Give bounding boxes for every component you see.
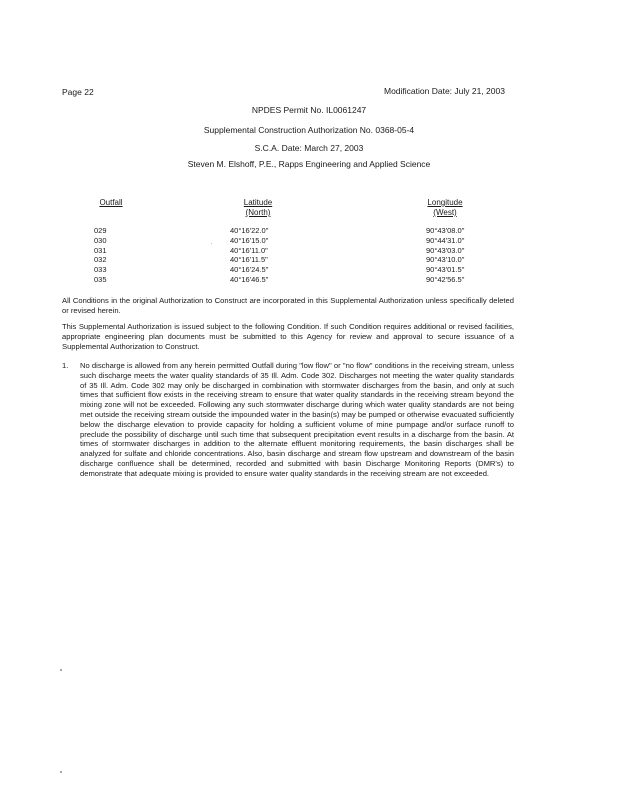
table-row [94, 275, 514, 285]
permit-number: NPDES Permit No. IL0061247 [251, 105, 367, 115]
column-header-latitude: Latitude (North) [243, 198, 273, 217]
column-header-outfall: Outfall [99, 198, 123, 207]
outfall-id: 030 [94, 235, 107, 245]
table-row [94, 255, 514, 265]
latitude-value: 40°16'24.5" [230, 265, 269, 275]
longitude-value: 90°43'01.5" [426, 265, 465, 275]
latitude-value: 40°16'15.0" [230, 235, 269, 245]
table-row [94, 246, 514, 256]
longitude-value: 90°43'08.0" [426, 226, 465, 235]
outfall-id: 031 [94, 245, 107, 255]
authorization-number: Supplemental Construction Authorization No. 0368-05-4 [203, 125, 415, 135]
engineer-name: Steven M. Elshoff, P.E., Rapps Engineering and Applied Science [187, 159, 431, 169]
table-row [94, 236, 514, 246]
condition-text: No discharge is allowed from any herein permitted Outfall during "low flow" or "no flow" conditions in the receiving stream, unless such discharge meets the water quality standards of 35 Ill. Adm. Code 302. Discharges not meeting the water quality standards of 35 Ill. Adm. Code 302 may only be discharged in combination with stormwater discharges from the basin, and only at such times that sufficient flow exists in the receiving stream to ensure that water quality standards in the receiving stream beyond the mixing zone will not be exceeded. Following any such stormwater discharge during which water quality standards are not being met outside the receiving stream outside the impounded water in the basin(s) may be pumped or otherwise evacuated sufficiently below the discharge elevation to provide capacity for holding a sufficient volume of mine pumpage and/or surface runoff to preclude the possibility of discharge until such time that subsequent precipitation event results in a discharge from the basin. At times of stormwater discharges in addition to the alternate effluent monitoring requirements, the basin discharges shall be analyzed for sulfate and chloride concentrations. Also, basin discharge and stream flow upstream and downstream of the basin discharge confluence shall be determined, recorded and submitted with basin Discharge Monitoring Reports (DMR's) to demonstrate that adequate mixing is provided to ensure water quality standards in the receiving stream are not exceeded. [80, 361, 514, 478]
outfall-table [94, 226, 514, 285]
paragraph-supplemental-authorization: This Supplemental Authorization is issued subject to the following Condition. If such Condition requires additional or revised facilities, appropriate engineering plan documents must be submitted to this Agency for review and approval to secure issuance of a Supplemental Authorization to Construct. [62, 322, 514, 351]
longitude-value: 90°43'10.0" [426, 255, 465, 265]
scan-speck [60, 771, 62, 773]
longitude-value: 90°42'56.5" [426, 274, 465, 284]
longitude-value: 90°43'03.0" [426, 245, 465, 255]
latitude-value: 40°16'11.5" [230, 255, 268, 265]
modification-date: Modification Date: July 21, 2003 [384, 86, 505, 96]
column-header-longitude: Longitude (West) [427, 198, 463, 217]
scan-speck [211, 243, 212, 244]
outfall-id: 029 [94, 226, 107, 235]
outfall-id: 032 [94, 255, 107, 265]
latitude-value: 40°16'11.0" [230, 245, 268, 255]
table-row [94, 265, 514, 275]
outfall-id: 035 [94, 274, 107, 284]
sca-date: S.C.A. Date: March 27, 2003 [254, 143, 364, 153]
condition-number: 1. [62, 361, 69, 370]
latitude-value: 40°16'46.5" [230, 274, 269, 284]
paragraph-original-conditions: All Conditions in the original Authorization to Construct are incorporated in this Supplemental Authorization unless specifically deleted or revised herein. [62, 296, 514, 315]
page-number: Page 22 [62, 87, 94, 97]
latitude-value: 40°16'22.0" [230, 226, 269, 235]
outfall-id: 033 [94, 265, 107, 275]
scan-speck [60, 669, 62, 671]
table-row [94, 226, 514, 236]
longitude-value: 90°44'31.0" [426, 235, 465, 245]
